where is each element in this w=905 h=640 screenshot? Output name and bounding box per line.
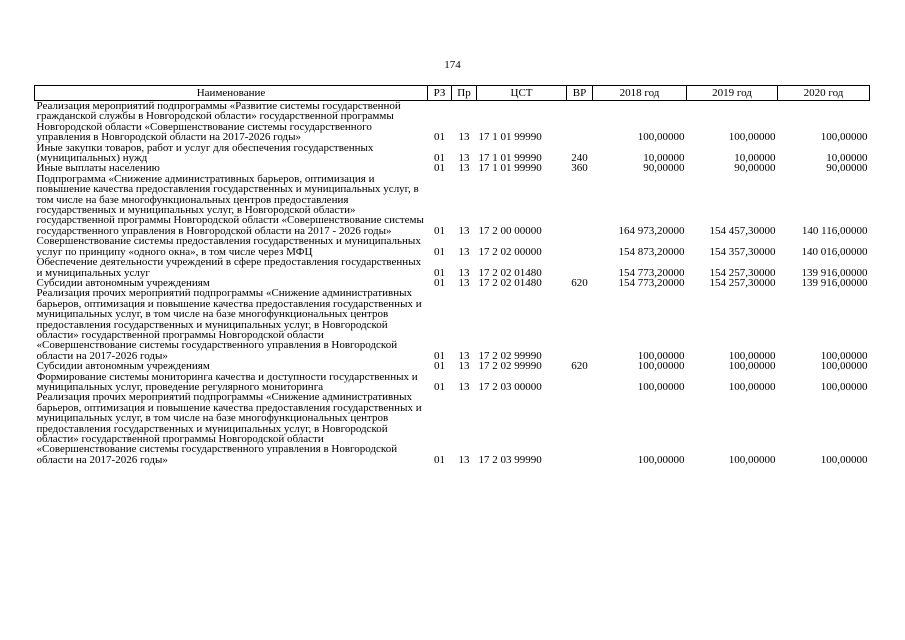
row-cst: 17 1 01 99990: [478, 162, 542, 175]
row-value-2019: 90,00000: [734, 162, 776, 175]
row-cst: 17 2 02 01480: [478, 276, 542, 289]
table-header-row: [35, 86, 870, 101]
budget-table: [34, 85, 870, 465]
row-vr: [567, 392, 593, 465]
row-value-2020: 140 016,00000: [801, 245, 868, 258]
row-vr: [567, 372, 593, 393]
row-cst: 17 2 03 00000: [478, 380, 542, 393]
row-value-2019: 100,00000: [728, 349, 776, 362]
row-rz: 01: [434, 276, 445, 289]
row-value-2020: 100,00000: [820, 360, 868, 373]
row-value-2019: 154 457,30000: [709, 224, 776, 237]
row-name: Совершенствование системы предоставления государственных и муниципальных услуг по принципу «одного окна», в том числе через МФЦ: [36, 235, 421, 258]
header-vr: ВР: [567, 86, 593, 101]
row-value-2018: 100,00000: [637, 349, 685, 362]
row-name: Реализация прочих мероприятий подпрограммы «Снижение административных барьеров, оптимизация и повышение качества предоставления государственных и муниципальных услуг, в том числе на базе многофункциональных центров предоставления государственных и муниципальных услуг, в Новгородской области» государственной программы Новгородской области «Совершенствование системы государственного управления в Новгородской области на 2017-2026 годы»: [36, 391, 422, 466]
row-value-2018: 154 873,20000: [618, 245, 685, 258]
row-cst: 17 2 02 99990: [478, 349, 542, 362]
row-pr: 13: [458, 360, 470, 373]
row-value-2020: 10,00000: [826, 152, 868, 165]
row-vr: [567, 236, 593, 257]
row-pr: 13: [458, 131, 470, 144]
table-row: [35, 288, 870, 361]
row-value-2020: 139 916,00000: [801, 276, 868, 289]
row-pr: 13: [458, 349, 470, 362]
row-value-2019: 100,00000: [728, 131, 776, 144]
row-cst: 17 2 02 00000: [478, 245, 542, 258]
row-value-2020: 139 916,00000: [801, 266, 868, 279]
row-name: Иные выплаты населению: [36, 162, 160, 175]
row-value-2018: 100,00000: [637, 380, 685, 393]
row-value-2019: 100,00000: [728, 380, 776, 393]
row-rz: 01: [434, 152, 445, 165]
row-name: Реализация прочих мероприятий подпрограммы «Снижение административных барьеров, оптимизация и повышение качества предоставления государственных и муниципальных услуг, в том числе на базе многофункциональных центров предоставления государственных и муниципальных услуг, в Новгородской области» государственной программы Новгородской области «Совершенствование системы государственного управления в Новгородской области на 2017-2026 годы»: [36, 287, 422, 362]
table-row: [35, 392, 870, 465]
row-name: Подпрограмма «Снижение административных барьеров, оптимизация и повышение качества предоставления государственных и муниципальных услуг, в том числе на базе многофункциональных центров предоставления государственных и муниципальных услуг, в Новгородской области» государственной программы Новгородской области «Совершенствование системы государственного управления в Новгородской области на 2017 - 2026 годы»: [36, 172, 424, 237]
header-pr: Пр: [452, 86, 477, 101]
header-2018: 2018 год: [593, 86, 687, 101]
row-vr: [567, 174, 593, 236]
row-value-2018: 154 773,20000: [618, 266, 685, 279]
row-name: Формирование системы мониторинга качества и доступности государственных и муниципальных услуг, проведение регулярного мониторинга: [36, 370, 418, 393]
row-value-2018: 10,00000: [643, 152, 685, 165]
row-pr: 13: [458, 152, 470, 165]
row-value-2020: 100,00000: [820, 380, 868, 393]
row-name: Субсидии автономным учреждениям: [36, 276, 210, 289]
row-pr: 13: [458, 380, 470, 393]
row-vr: [567, 101, 593, 143]
row-rz: 01: [434, 245, 445, 258]
row-rz: 01: [434, 453, 445, 466]
row-cst: 17 2 00 00000: [478, 224, 542, 237]
header-2020: 2020 год: [778, 86, 870, 101]
row-pr: 13: [458, 245, 470, 258]
row-value-2019: 100,00000: [728, 453, 776, 466]
row-rz: 01: [434, 349, 445, 362]
row-pr: 13: [458, 266, 470, 279]
row-value-2020: 100,00000: [820, 349, 868, 362]
row-rz: 01: [434, 266, 445, 279]
row-cst: 17 1 01 99990: [478, 131, 542, 144]
table-row: [35, 236, 870, 257]
page-number: 174: [444, 59, 461, 71]
row-cst: 17 2 02 99990: [478, 360, 542, 373]
row-rz: 01: [434, 224, 445, 237]
row-value-2018: 100,00000: [637, 453, 685, 466]
header-2019: 2019 год: [687, 86, 778, 101]
row-name: Реализация мероприятий подпрограммы «Развитие системы государственной гражданской службы в Новгородской области» государственной программы Новгородской области «Совершенствование системы государственного управления в Новгородской области на 2017-2026 годы»: [36, 100, 401, 144]
table-body: [35, 101, 870, 466]
row-vr: [567, 257, 593, 278]
table-row: [35, 372, 870, 393]
table-row: [35, 101, 870, 143]
row-vr: 240: [571, 152, 588, 165]
row-rz: 01: [434, 380, 445, 393]
row-value-2018: 90,00000: [643, 162, 685, 175]
row-pr: 13: [458, 162, 470, 175]
row-pr: 13: [458, 276, 470, 289]
row-value-2020: 140 116,00000: [801, 224, 868, 237]
table-row: [35, 143, 870, 164]
row-value-2018: 154 773,20000: [618, 276, 685, 289]
row-pr: 13: [458, 224, 470, 237]
row-value-2018: 100,00000: [637, 131, 685, 144]
header-cst: ЦСТ: [477, 86, 567, 101]
row-value-2018: 100,00000: [637, 360, 685, 373]
row-name: Обеспечение деятельности учреждений в сфере предоставления государственных и муниципальных услуг: [36, 256, 422, 279]
row-pr: 13: [458, 453, 470, 466]
row-vr: 620: [571, 360, 588, 373]
header-name: Наименование: [35, 86, 428, 101]
row-rz: 01: [434, 360, 445, 373]
row-value-2020: 90,00000: [826, 162, 868, 175]
row-value-2018: 164 973,20000: [618, 224, 685, 237]
row-value-2019: 10,00000: [734, 152, 776, 165]
row-value-2020: 100,00000: [820, 453, 868, 466]
row-name: Иные закупки товаров, работ и услуг для обеспечения государственных (муниципальных) нужд: [36, 141, 374, 165]
row-cst: 17 2 03 99990: [478, 453, 542, 466]
row-value-2019: 154 257,30000: [709, 266, 776, 279]
row-cst: 17 1 01 99990: [478, 152, 542, 165]
row-name: Субсидии автономным учреждениям: [36, 360, 210, 373]
header-rz: РЗ: [428, 86, 452, 101]
row-value-2019: 154 357,30000: [709, 245, 776, 258]
row-value-2019: 154 257,30000: [709, 276, 776, 289]
table-row: [35, 257, 870, 278]
row-value-2020: 100,00000: [820, 131, 868, 144]
row-value-2019: 100,00000: [728, 360, 776, 373]
row-vr: [567, 288, 593, 361]
row-rz: 01: [434, 131, 445, 144]
row-vr: 620: [571, 276, 588, 289]
table-row: [35, 174, 870, 236]
table-row: [35, 361, 870, 371]
row-rz: 01: [434, 162, 445, 175]
row-cst: 17 2 02 01480: [478, 266, 542, 279]
row-vr: 360: [571, 162, 588, 175]
